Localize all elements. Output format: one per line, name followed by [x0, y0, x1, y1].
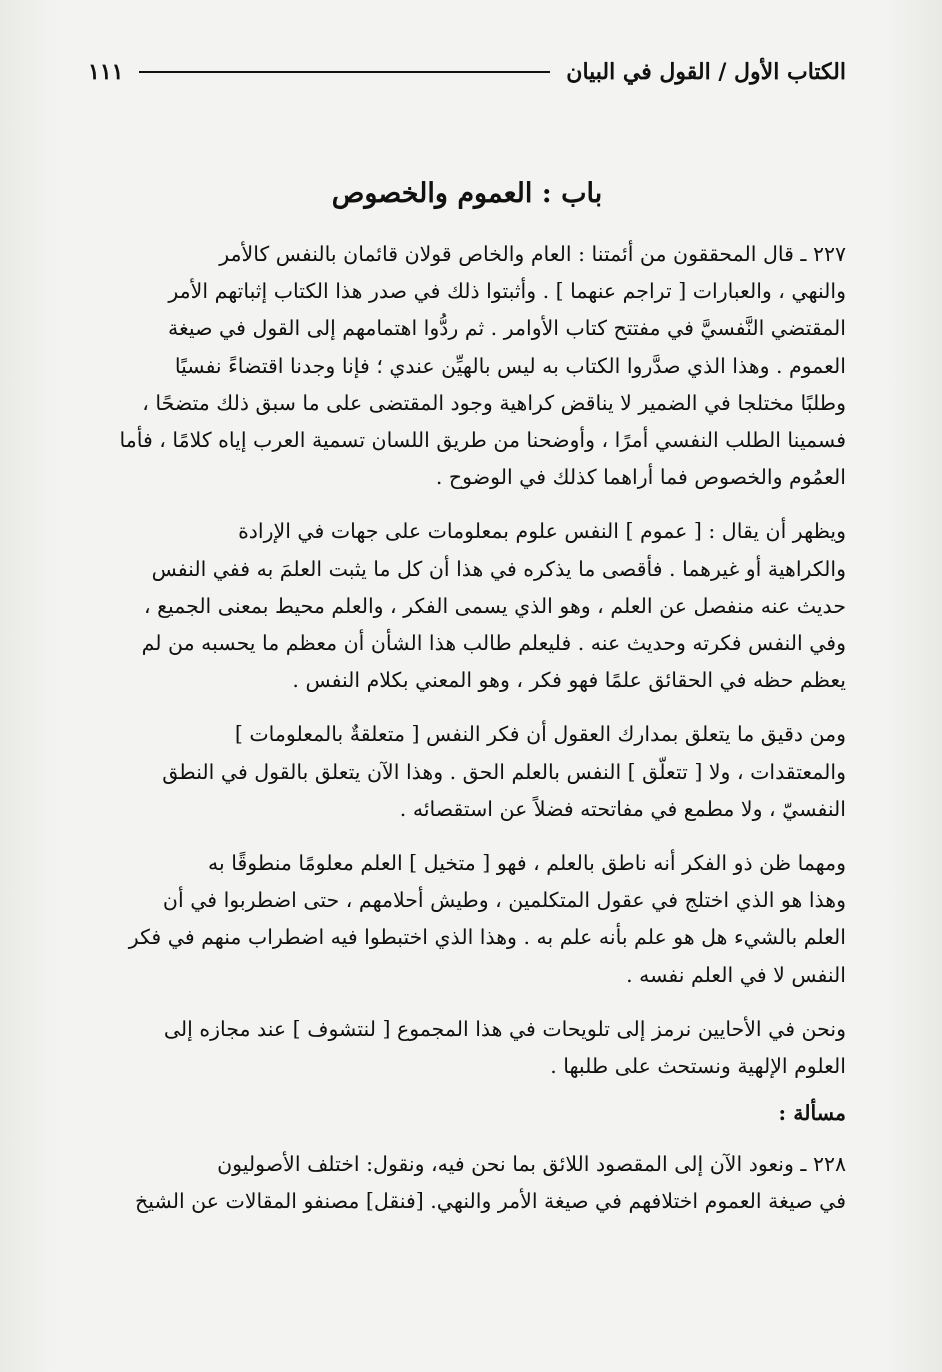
page-body [100, 236, 846, 1221]
text-line: المقتضي النَّفسيَّ في مفتتح كتاب الأوامر . ثم ردُّوا اهتمامهم إلى القول في صيغة [168, 316, 846, 341]
chapter-heading: باب : العموم والخصوص [331, 178, 603, 209]
paragraph-gap [100, 828, 846, 845]
text-line: يعظم حظه في الحقائق علمًا فهو فكر ، وهو المعني بكلام النفس . [292, 668, 846, 693]
text-line: في صيغة العموم اختلافهم في صيغة الأمر والنهي. [فنقل] مصنفو المقالات عن الشيخ [135, 1189, 846, 1214]
text-line: والنهي ، والعبارات [ تراجم عنهما ] . وأثبتوا ذلك في صدر هذا الكتاب إثباتهم الأمر [168, 279, 846, 304]
text-line: والكراهية أو غيرهما . فأقصى ما يذكره في هذا أن كل ما يثبت العلمَ به ففي النفس [151, 556, 846, 581]
text-line: ٢٢٧ ـ قال المحققون من أئمتنا : العام والخاص قولان قائمان بالنفس كالأمر [219, 242, 846, 266]
text-line: ويظهر أن يقال : [ عموم ] النفس علوم بمعلومات على جهات في الإرادة [238, 519, 846, 544]
paragraph-gap [100, 496, 846, 513]
paragraph-228 [100, 1146, 846, 1220]
text-line: العمُوم والخصوص فما أراهما كذلك في الوضوح . [435, 465, 846, 490]
paragraph-227 [100, 236, 846, 496]
running-header [88, 52, 846, 92]
page-number: ١١١ [88, 59, 124, 85]
text-line: والمعتقدات ، ولا [ تتعلّق ] النفس بالعلم الحق . وهذا الآن يتعلق بالقول في النطق [162, 759, 846, 784]
text-line: العلوم الإلهية ونستحث على طلبها . [550, 1054, 846, 1079]
paragraph [100, 716, 846, 828]
text-line: ومن دقيق ما يتعلق بمدارك العقول أن فكر النفس [ متعلقةٌ بالمعلومات ] [234, 722, 846, 747]
text-line: وطلبًا مختلجا في الضمير لا يناقض كراهية وجود المقتضى على ما سبق ذلك متضحًا ، [142, 390, 846, 415]
paragraph-gap [100, 994, 846, 1011]
text-line: وفي النفس فكرته وحديث عنه . فليعلم طالب هذا الشأن أن معظم ما يحسبه من لم [141, 631, 846, 656]
text-line: ونحن في الأحايين نرمز إلى تلويحات في هذا المجموع [ لنتشوف ] عند مجازه إلى [163, 1016, 846, 1041]
section-label: مسألة : [778, 1101, 846, 1126]
paragraph-gap [100, 699, 846, 716]
paragraph-gap [100, 1085, 846, 1095]
running-header-title: الكتاب الأول / القول في البيان [566, 59, 846, 85]
text-line: العموم . وهذا الذي صدَّروا الكتاب به ليس بالهيِّن عندي ؛ فإنا وجدنا اقتضاءً نفسيًا [174, 353, 846, 378]
paragraph [100, 845, 846, 994]
text-line: وهذا هو الذي اختلج في عقول المتكلمين ، وطيش أحلامهم ، حتى اضطربوا في أن [162, 888, 846, 913]
header-rule [139, 71, 550, 73]
text-line: فسمينا الطلب النفسي أمرًا ، وأوضحنا من طريق اللسان تسمية العرب إياه كلامًا ، فأما [119, 428, 846, 453]
text-line: ومهما ظن ذو الفكر أنه ناطق بالعلم ، فهو [ متخيل ] العلم معلومًا منطوقًا به [208, 851, 846, 876]
text-line: ٢٢٨ ـ ونعود الآن إلى المقصود اللائق بما نحن فيه، ونقول: اختلف الأصوليون [217, 1152, 846, 1177]
text-line: حديث عنه منفصل عن العلم ، وهو الذي يسمى الفكر ، والعلم محيط بمعنى الجميع ، [144, 593, 846, 618]
text-line: النفس لا في العلم نفسه . [626, 962, 846, 987]
paragraph [100, 1011, 846, 1085]
paragraph-gap [100, 1132, 846, 1146]
paragraph [100, 513, 846, 699]
text-line: النفسيّ ، ولا مطمع في مفاتحته فضلاً عن استقصائه . [399, 796, 846, 821]
text-line: العلم بالشيء هل هو علم بأنه علم به . وهذا الذي اختبطوا فيه اضطراب منهم في فكر [128, 925, 846, 950]
